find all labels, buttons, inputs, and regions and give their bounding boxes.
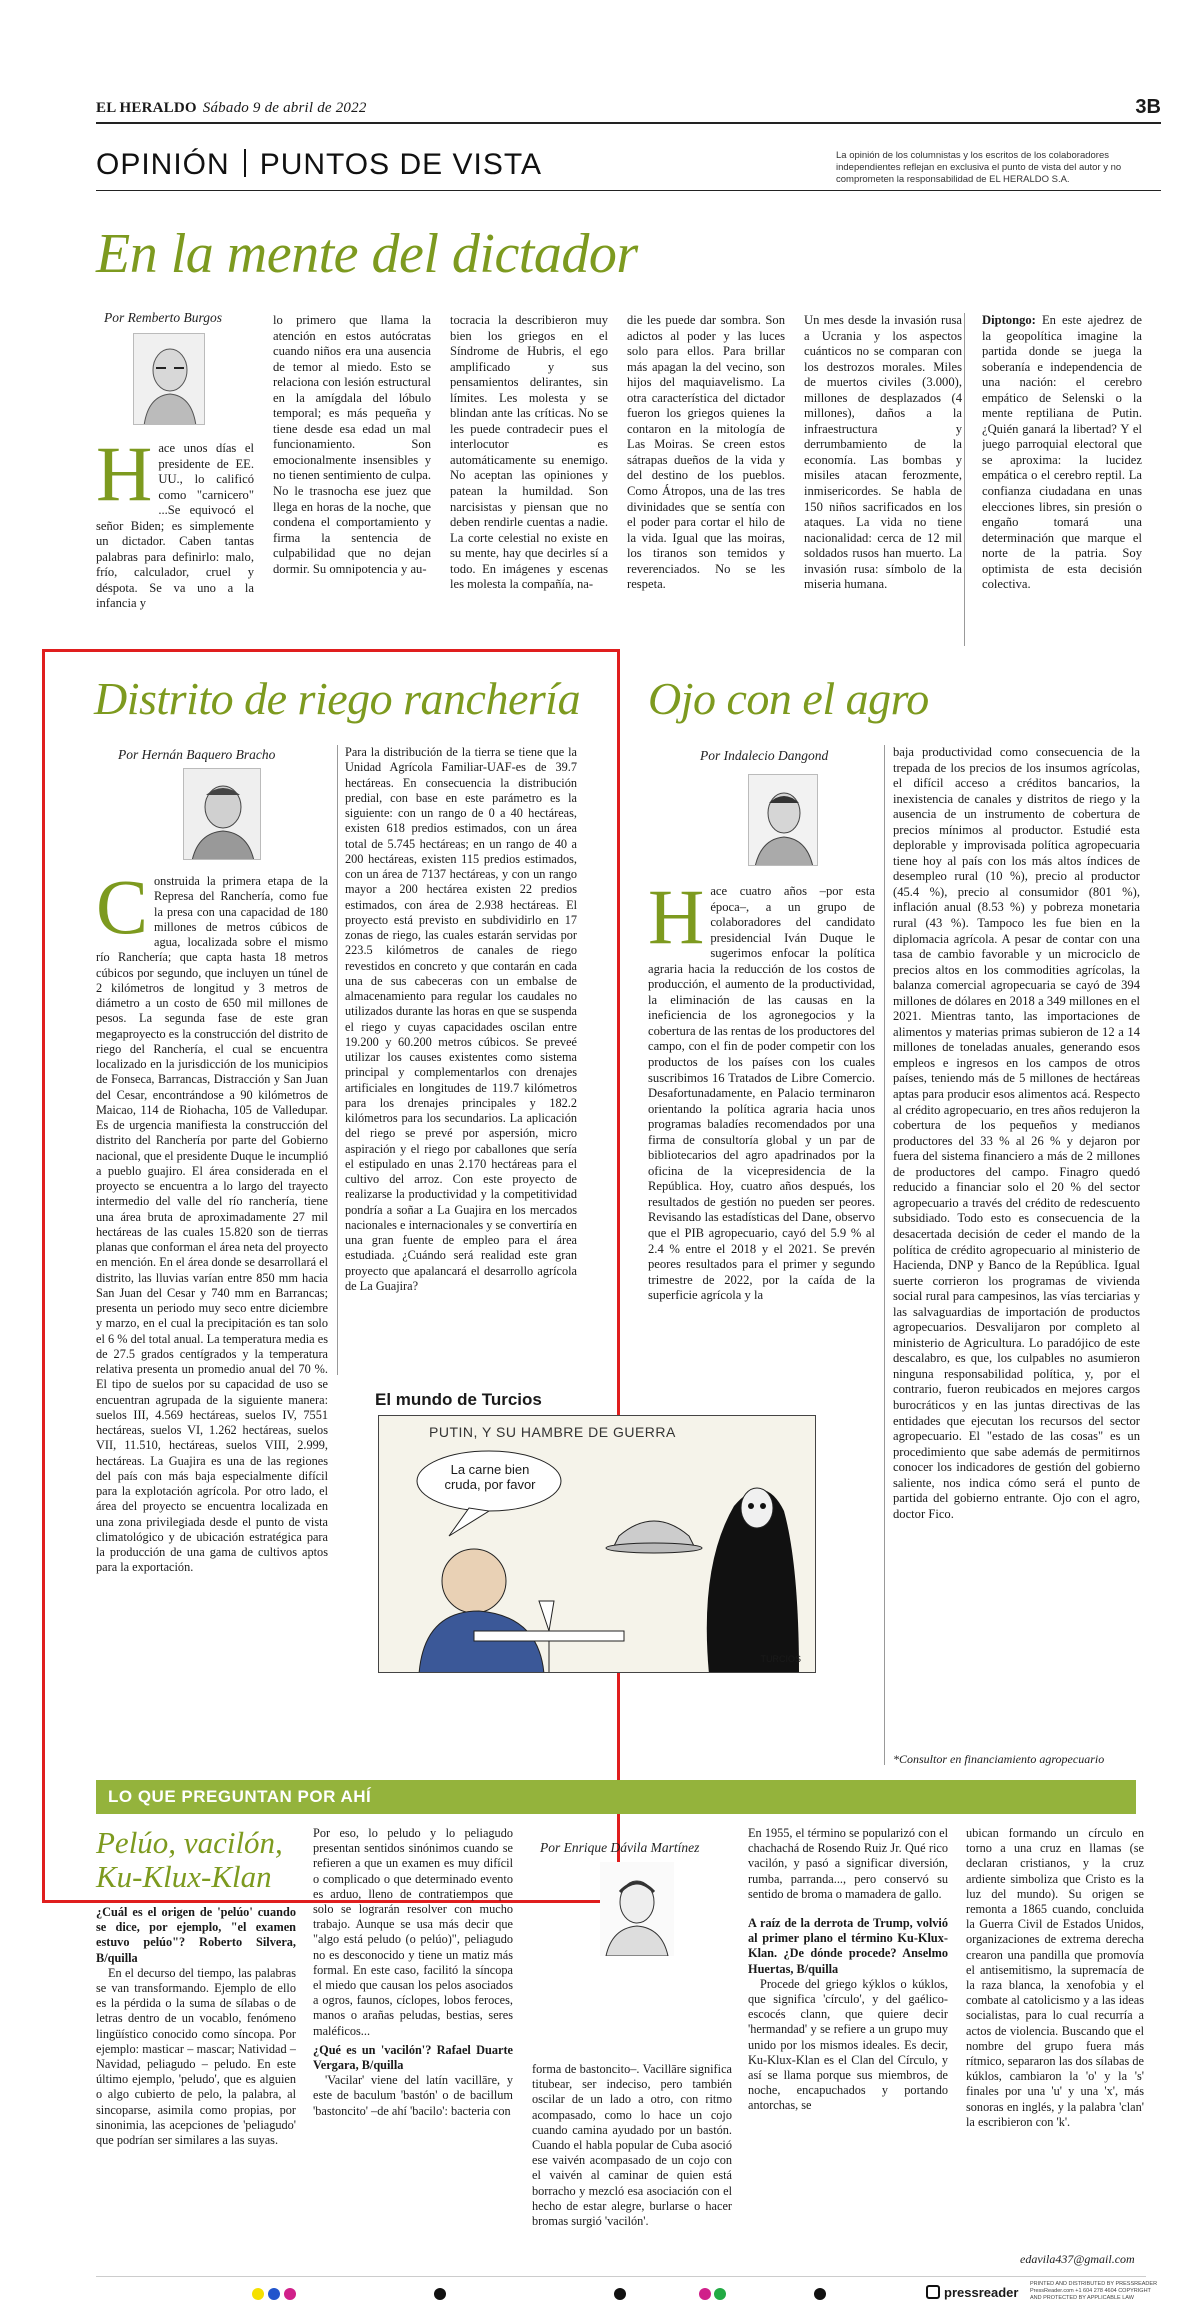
section-title: OPINIÓN PUNTOS DE VISTA [96,148,542,181]
article-column: baja productividad como consecuencia de la trepada de los precios de los insumos agrícolas, el difícil acceso a créditos bancarios, la inexistencia de canales y distritos de riego y la ausencia de un instrumento de cobertura de precios mínimos al productor. Estudié esta deplorable y improvisada política agropecuaria tiene hoy al país con los más altos índices de desempleo rural (10 %), precio al productor (45.4 %), precio al consumidor (801 %), inflación anual (8.53 %) y pobreza monetaria rural (43 %). Tampoco les fue bien en la diplomacia agrícola. A pesar de contar con una tasa de cambio favorable y un microciclo de precios altos en los commodities agrícolas, la balanza comercial agropecuaria se cayó de 394 millones de dólares en 2018 a 349 millones en el 2021. Mientras tanto, las importaciones de alimentos y materias primas subieron de 12 a 14 millones de toneladas anuales, generando esos empleos e ingresos en los campos de otros países, teniendo más de 5 millones de hectáreas aptas para producir esos alimentos acá. Respecto al crédito agropecuario, en tres años redujeron la cobertura de los pequeños y medianos productores del 33 % al 26 % y dejaron por fuera del sistema financiero a más de 2 millones de productores del campo. Finagro quedó reducido a financiar solo el 20 % del sector agropecuario a través del crédito de redescuento subsidiado. Todo esto es consecuencia de la desacertada decisión de ceder el mando de la política de crédito agropecuario al ministerio de Hacienda, DNP y Banco de la República. Igual suerte corrieron los programas de vivienda social rural para campesinos, las vías terciarias y las salvaguardias de importación de productos agropecuarios. Desvalijaron por completo al ministerio de Agricultura. Lo paradójico de este descalabro, es que, los culpables no asumieron ninguna responsabilidad política, y, por el contrario, fueron reubicados en mejores cargos burocráticos y en las juntas directivas de las entidades que ejecutan los recursos del sector agropecuario. El "estado de las cosas" es un procedimiento que sabe además de permitirnos conocer los indicadores de gestión del gobierno saliente, nos indica cómo será el punto de partida del gobierno entrante. Ojo con el agro, doctor Fico. [893,745,1140,1521]
masthead: EL HERALDO Sábado 9 de abril de 2022 [96,100,367,116]
byline: Por Indalecio Dangond [700,748,829,763]
author-portrait [183,768,261,860]
reader-question: ¿Qué es un 'vacilón'? Rafael Duarte Vergara, B/quilla [313,2042,513,2073]
section-bar-title: LO QUE PREGUNTAN POR AHÍ [108,1787,372,1806]
article-column: ubican formando un círculo en torno a una cruz en llamas (se declaran cristianos, y la cruz ardiente simboliza que Cristo es la luz del mundo). Su origen se remonta a 1865 cuando, concluida la Guerra Civil de Estados Unidos, organizaciones de extrema derecha crearon una pandilla que promovía el antisemitismo, la supremacía de la raza blanca, la xenofobia y el combate al catolicismo y a las ideas socialistas, para lo cual recurría a actos de violencia. Buscando que el nombre del grupo fuera más rítmico, separaron las dos sílabas de kúklos, cambiaron la 'o' y la 's' finales por una 'u' y una 'x', más sonoras en inglés, y la palabra 'clan' la escribieron con 'k'. [966,1826,1144,2129]
article-column: die les puede dar sombra. Son adictos al poder y las luces solo para ellos. Para brillar más apagan la del vecino, son hijos del maquiavelismo. La otra característica del dictador fueron los griegos quienes la contaron en la mitología de Las Moiras. Se creen estos sátrapas dueños de la vida y del destino de los pueblos. Como Átropos, una de las tres divinidades que se sentía con el poder para cortar el hilo de la vida. Igual que las moiras, los tiranos son temidos y reverenciados. No se les respeta. [627,313,785,592]
article-title: Ojo con el agro [648,673,929,724]
color-registration-marks [250,2284,950,2304]
footer-rule [96,2276,1146,2277]
pressreader-logo: pressreader [926,2285,1018,2300]
article-column: Un mes desde la invasión rusa a Ucrania y los aspectos cuánticos no se comparan con los destrozos morales. Miles de muertos civiles (3.000), millones de desplazados (4 millones), daños a la infraestructura y derrumbamiento de la economía. Las bombas y misiles atacan ferozmente, inmisericordes. Se habla de 150 niños sacrificados en los ataques. La vida no tiene nacionalidad: cerca de 12 mil soldados rusos han muerto. La invasión rusa: símbolo de la miseria humana. [804,313,962,592]
article-title: Distrito de riego ranchería [94,673,581,724]
article-column: Por eso, lo peludo y lo peliagudo presentan sentidos sinónimos cuando se refieren a que un examen es muy difícil o complicado o que determinado evento es arduo, lleno de contratiempos que solo se lograrán resolver con mucho trabajo. Aunque se usa más decir que "algo está peludo (o pelúo)", peliagudo no es desconocido y tiene un matiz más formal. En este caso, facilitó la síncopa el miedo que causan los pelos asociados a ogros, faunos, cíclopes, lobos feroces, manos o arañas peludas, bestias, seres maléficos... ¿Qué es un 'vacilón'? Rafael Duarte Vergara, B/quilla 'Vacilar' viene del latín vacillāre, y este de baculum 'bastón' o de bacillum 'bastoncito' –de ahí 'bacilo': bacteria con [313,1826,513,2118]
author-email[interactable]: edavila437@gmail.com [1020,2252,1135,2266]
article-column: forma de bastoncito–. Vacillāre significa titubear, ser indeciso, pero también oscilar de un lado a otro, con ritmo acompasado, como lo hace un cojo cuando camina ayudado por un bastón. Cuando el habla popular de Cuba asoció ese vaivén acompasado de un cojo con el vaivén al caminar de quien está borracho y mezcló esa asociación con el hecho de estar alegre, burlarse o hacer bromas surgió 'vacilón'. [532,2062,732,2229]
column-divider [337,745,338,1375]
article-column: Hace unos días el presidente de EE. UU., lo calificó como "carnicero" ...Se equivocó el señor Biden; es simplemente un dictador. Caben tantas palabras para definirlo: malo, frío, calculador, cruel y déspota. Se va uno a la infancia y [96,441,254,611]
author-portrait [748,774,818,866]
disclaimer: La opinión de los columnistas y los escritos de los colaboradores independientes reflejan en exclusiva el punto de vista del autor y no comprometen la responsabilidad de EL HERALDO S.A. [836,150,1122,185]
article-column: Construida la primera etapa de la Represa del Ranchería, como fue la presa con una capacidad de 180 millones de metros cúbicos de agua, localizada sobre el mismo río Ranchería; que capta hasta 18 metros cúbicos por segundo, que incluyen un túnel de 2 kilómetros de longitud y 3 metros de diámetro a un costo de 650 mil millones de pesos. La segunda fase de este gran megaproyecto es la construcción del distrito de riego del Ranchería, el cual se encuentra localizado en la jurisdicción de los municipios de Fonseca, Barrancas, Distracción y San Juan del Cesar, encontrándose a 90 kilómetros de Maicao, 114 de Riohacha, 105 de Valledupar. Es de urgencia manifiesta la construcción del distrito del Ranchería por parte del Gobierno nacional, que el presidente Duque le incumplió a pueblo guajiro. El área considerada en el proyecto se encuentra a lo largo del trayecto intermedio del valle del río ranchería, tiene una área bruta de aproximadamente 27 mil hectáreas de las cuales 15.820 son de tierras planas que conforman el área neta del proyecto en mención. En el área donde se desarrollará el distrito, las lluvias varían entre 850 mm hacia San Juan del Cesar y 740 mm en Barrancas; presenta un periodo muy seco entre diciembre y marzo, en el cual la precipitación es tan solo el 6 % del total anual. La temperatura media es de 27.5 grados centígrados y la temperatura relativa presenta un promedio anual del 70 %. El tipo de suelos por su capacidad de uso se encuentran agrupada de la siguiente manera: suelos III, 4.569 hectáreas, suelos IV, 7551 hectáreas, suelos VI, 1.262 hectáreas, suelos VII, 11.510, hectáreas, suelos VIII, 2.999, hectáreas. La Guajira es una de las regiones del país con más baja especialmente difícil para la explotación agrícola. Por otro lado, el área del proyecto se encuentra localizada en una zona privilegiada desde el punto de vista climatológico y de ubicación estratégica para la producción de una gama de cultivos aptos para la exportación. [96,874,328,1575]
cartoon-section-title: El mundo de Turcios [375,1390,542,1409]
article-column: Para la distribución de la tierra se tiene que la Unidad Agrícola Familiar-UAF-es de 39.7 hectáreas. En consecuencia la distribución predial, con base en este parámetro es la siguiente: con un rango de 0 a 40 hectáreas, existen 618 predios estimados, con un área total de 5.745 hectáreas; en un rango de 40 a 200 hectáreas, existen 115 predios estimados, con un área de 7137 hectáreas, y con un rango mayor a 200 hectárea existen 22 predios estimados, con área de 2.938 hectáreas. El proyecto está previsto en subdividirlo en 17 zonas de riego, las cuales estarán servidas por 223.5 kilómetros de canales de riego revestidos en concreto y que contarán en cada una de sus cabeceras con un embalse de almacenamiento para regular los caudales no utilizados durante las horas en que se suspenda el riego y cuyas capacidades oscilan entre 19.200 y 60.200 metros cúbicos. Se preveé utilizar los causes existentes como sistema principal y complementarlos con drenajes artificiales en longitudes de 119.7 kilómetros para los drenajes principales y 182.2 kilómetros para los secundarios. La aplicación del riego se prevé por aspersión, micro aspiración y el riego por caballones que sería el estipulado en unas 2.170 hectáreas para el cultivo del arroz. Con este proyecto de realizarse la productividad y la competitividad pondría a soñar a La Guajira en los mercados nacionales e internacionales y se convertiría en una gran fuente de empleo para el área estudiada. ¿Cuándo será realidad este gran proyecto que apalancará el desarrollo agrícola de La Guajira? [345,745,577,1293]
column-divider [964,313,965,646]
reader-question: ¿Cuál es el origen de 'pelúo' cuando se dice, por ejemplo, "el examen estuvo pelúo"? Roberto Silvera, B/quilla [96,1905,296,1965]
page-number: 3B [1135,96,1161,118]
header-rule [96,122,1161,124]
issue-date: Sábado 9 de abril de 2022 [202,100,367,116]
column-divider [884,745,885,1765]
reader-question: A raíz de la derrota de Trump, volvió al primer plano el término Ku-Klux-Klan. ¿De dónde procede? Anselmo Huertas, B/quilla [748,1916,948,1976]
article-column: tocracia la describieron muy bien los griegos en el Síndrome de Hubris, el ego amplificado y sus pensamientos delirantes, sin límites. Les molesta y se blindan ante las críticas. No se les puede contradecir pues el interlocutor es automáticamente su enemigo. No aceptan las opiniones y patean la humildad. Son narcisistas y piensan que no deben rendirle cuentas a nadie. La corte celestial no existe en su mente, hay que decirles sí a todo. En imágenes y escenas les molesta la compañía, na- [450,313,608,592]
col-lead: Diptongo: [982,313,1036,327]
cartoon-caption: PUTIN, Y SU HAMBRE DE GUERRA [429,1424,676,1440]
article-title: En la mente del dictador [96,223,638,285]
article-column: ¿Cuál es el origen de 'pelúo' cuando se dice, por ejemplo, "el examen estuvo pelúo"? Roberto Silvera, B/quilla En el decurso del tiempo, las palabras se van transformando. Ejemplo de ello es la pérdida o la suma de sílabas o de letras dentro de un vocablo, fenómeno lingüístico conocido como síncopa. Por ejemplo: masticar – mascar; Natividad – Navidad, peliagudo – peludo. En este último ejemplo, 'peludo', que es alguien o algo cubierto de pelo, la palabra, al sincoparse, asimila como propias, por sinonimia, las acepciones de 'peliagudo' que podrían ser similares a las suyas. [96,1905,296,2148]
article-column: En 1955, el término se popularizó con el chachachá de Rosendo Ruiz Jr. Qué rico vacilón, y pasó a significar diversión, rumba, parranda..., pero conservó su sentido de broma o mamadera de gallo. A raíz de la derrota de Trump, volvió al primer plano el término Ku-Klux-Klan. ¿De dónde procede? Anselmo Huertas, B/quilla Procede del griego kýklos o kúklos, que significa 'círculo', y del gaélico-escocés clann, que quiere decir 'hermandad' y se refiere a un grupo muy unido por los mismos ideales. Es decir, Ku-Klux-Klan es el Clan del Círculo, y así se llama porque sus miembros, de noche, encapuchados y portando antorchas, se [748,1826,948,2113]
footer-fineprint: PRINTED AND DISTRIBUTED BY PRESSREADER PressReader.com +1 604 278 4604 COPYRIGHT AND PROTECTED BY APPLICABLE LAW [1030,2281,1158,2301]
section-rule [96,190,1161,191]
article-column: Diptongo: En este ajedrez de la geopolítica imagine la partida donde se juega la soberanía e independencia de una nación: el cerebro empático de Selenski o la mente reptiliana de Putin. ¿Quién ganará la libertad? Y el juego parroquial electoral que se aproxima: la lucidez empática o el cerebro reptil. La confianza ciudadana en unas elecciones libres, sin presión o engaño tomará una determinación que marque el norte de la patria. Soy optimista de esta decisión colectiva. [982,313,1142,592]
byline: Por Hernán Baquero Bracho [118,747,276,762]
cartoonist-signature: TURCIOS [760,1654,801,1664]
article-title: Pelúo, vacilón, Ku-Klux-Klan [96,1825,283,1894]
article-column: lo primero que llama la atención en estos autócratas cuando niños era una ausencia de temor al miedo. Esto se relaciona con lesión estructural en la amígdala del lóbulo temporal; es más pequeña y tiene desde esa edad un mal funcionamiento. Son emocionalmente insensibles y no tienen sentimiento de culpa. No le trasnocha ese juez que llega en horas de la noche, que condena el comportamiento y firma la sentencia de culpabilidad que no dejan dormir. Su omnipotencia y au- [273,313,431,576]
article-column: Hace cuatro años –por esta época–, a un grupo de colaboradores del candidato presidencial Iván Duque le sugerimos enfocar la política agraria hacia la reducción de los costos de producción, el aumento de la productividad, la eliminación de las causas en la ineficiencia de los agronegocios y la cobertura de las rentas de los productores del campo, con el fin de poder competir con los productos de los países con los cuales suscribimos 16 Tratados de Libre Comercio. Desafortunadamente, en Palacio terminaron orientando la política agraria hacia unos programas baladíes recomendados por una firma de consultoría global y un par de bibliotecarios del agro apadrinados por la oficina de la vicepresidencia de la República. Hoy, cuatro años después, los resultados de gestión no pueden ser peores. Revisando las estadísticas del Dane, observo que el PIB agropecuario, cayó del 5.9 % al 2.4 % entre el 2018 y el 2021. Se prevén peores resultados para el primer y segundo trimestre de 2022, por la caída de la superficie agrícola y la [648,884,875,1303]
speech-bubble-text: La carne bien cruda, por favor [444,1462,536,1492]
section-bar [96,1780,1136,1814]
byline: Por Remberto Burgos [104,310,222,325]
byline: Por Enrique Dávila Martínez [540,1840,700,1855]
author-portrait [600,1862,674,1956]
author-portrait [133,333,205,425]
footnote: *Consultor en financiamiento agropecuario [893,1752,1105,1766]
